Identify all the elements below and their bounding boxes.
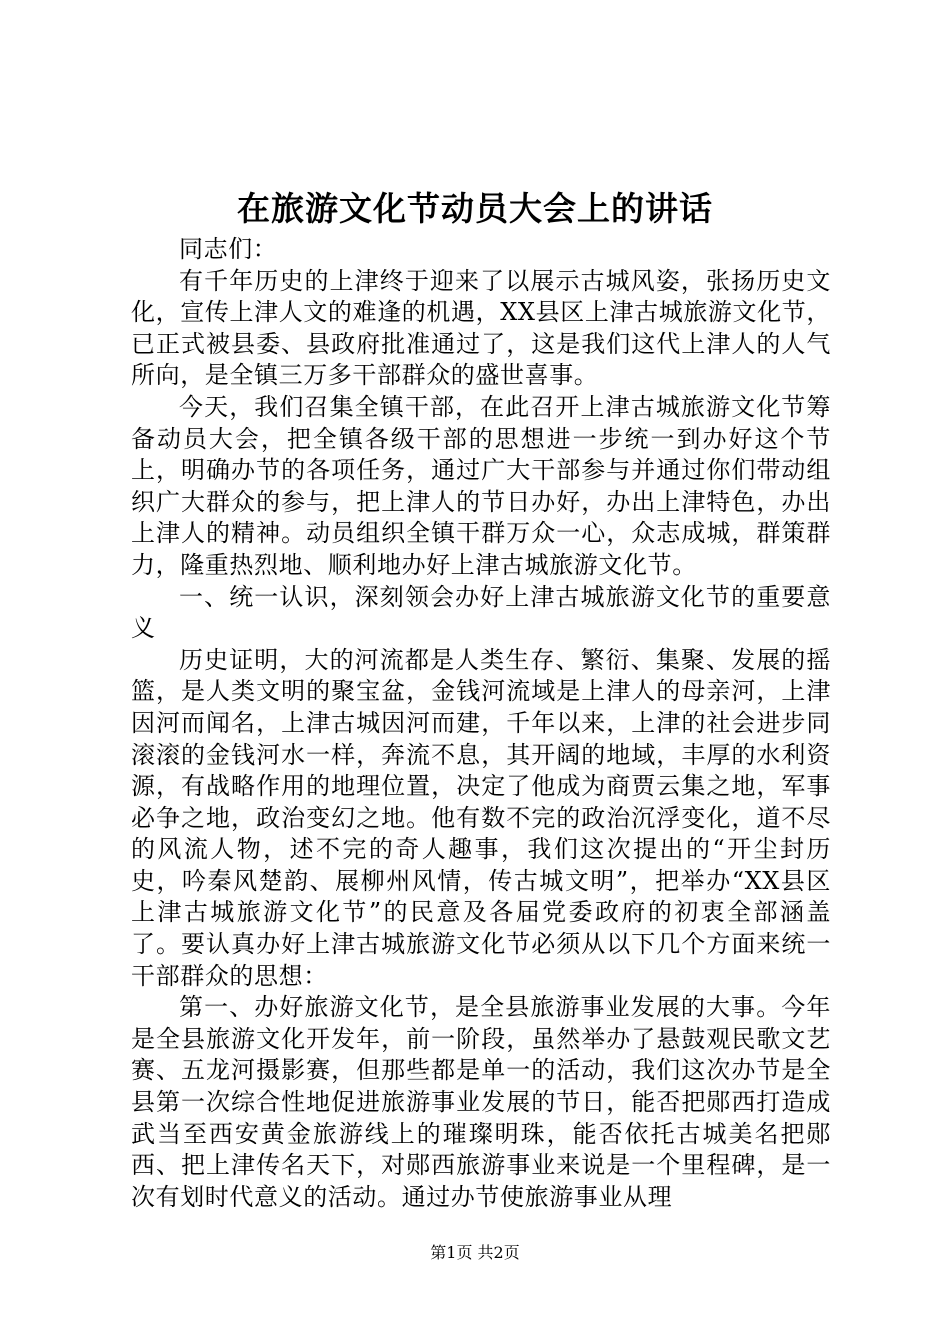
body-paragraph: 有千年历史的上津终于迎来了以展示古城风姿，张扬历史文化，宣传上津人文的难逢的机遇，XX县区上津古城旅游文化节，已正式被县委、县政府批准通过了，这是我们这代上津人的人气所向，是全镇三万多干部群众的盛世喜事。 — [131, 266, 831, 390]
page-number-footer: 第1页 共2页 — [430, 1243, 520, 1262]
body-paragraph: 今天，我们召集全镇干部，在此召开上津古城旅游文化节筹备动员大会，把全镇各级干部的思想进一步统一到办好这个节上，明确办节的各项任务，通过广大干部参与并通过你们带动组织广大群众的参与，把上津人的节日办好，办出上津特色，办出上津人的精神。动员组织全镇干群万众一心，众志成城，群策群力，隆重热烈地、顺利地办好上津古城旅游文化节。 — [131, 392, 831, 579]
document-title: 在旅游文化节动员大会上的讲话 — [237, 189, 713, 228]
salutation-paragraph: 同志们： — [179, 235, 278, 263]
section-heading: 一、统一认识，深刻领会办好上津古城旅游文化节的重要意义 — [131, 582, 831, 643]
body-paragraph: 历史证明，大的河流都是人类生存、繁衍、集聚、发展的摇篮，是人类文明的聚宝盆，金钱河流域是上津人的母亲河，上津因河而闻名，上津古城因河而建，千年以来，上津的社会进步同滚滚的金钱河水一样，奔流不息，其开阔的地域，丰厚的水利资源，有战略作用的地理位置，决定了他成为商贾云集之地，军事必争之地，政治变幻之地。他有数不完的政治沉浮变化，道不尽的风流人物，述不完的奇人趣事，我们这次提出的“开尘封历史，吟秦风楚韵、展柳州风情，传古城文明”，把举办“XX县区上津古城旅游文化节”的民意及各届党委政府的初衷全部涵盖了。要认真办好上津古城旅游文化节必须从以下几个方面来统一干部群众的思想： — [131, 645, 831, 990]
document-body — [131, 234, 831, 1213]
body-paragraph: 第一、办好旅游文化节，是全县旅游事业发展的大事。今年是全县旅游文化开发年，前一阶段，虽然举办了悬鼓观民歌文艺赛、五龙河摄影赛，但那些都是单一的活动，我们这次办节是全县第一次综合性地促进旅游事业发展的节日，能否把郧西打造成武当至西安黄金旅游线上的璀璨明珠，能否依托古城美名把郧西、把上津传名天下，对郧西旅游事业来说是一个里程碑，是一次有划时代意义的活动。通过办节使旅游事业从理 — [131, 993, 831, 1211]
